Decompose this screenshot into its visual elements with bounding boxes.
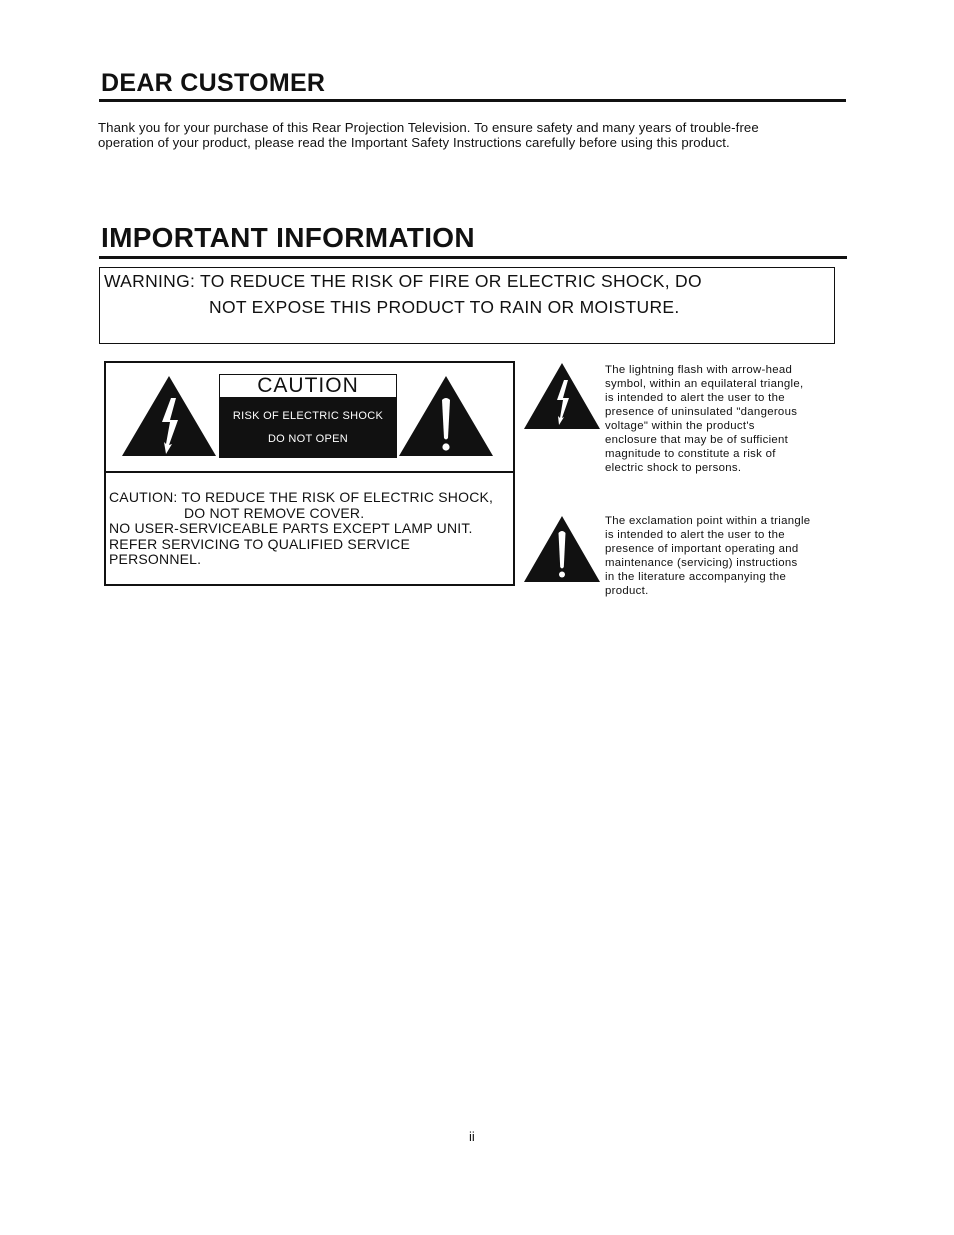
description-line: enclosure that may be of sufficient bbox=[605, 434, 789, 446]
caution-text-line: REFER SERVICING TO QUALIFIED SERVICE bbox=[109, 535, 411, 552]
description-line: in the literature accompanying the bbox=[605, 571, 787, 583]
intro-line: Thank you for your purchase of this Rear Projection Television. To ensure safety and many years of trouble-free bbox=[98, 120, 759, 135]
caution-text-line: DO NOT REMOVE COVER. bbox=[184, 504, 365, 521]
warning-line: NOT EXPOSE THIS PRODUCT TO RAIN OR MOISTURE. bbox=[209, 297, 680, 317]
exclamation-triangle-icon bbox=[397, 374, 495, 458]
description-line: presence of important operating and bbox=[605, 543, 799, 555]
description-line: product. bbox=[605, 585, 649, 597]
caution-text-line: CAUTION: TO REDUCE THE RISK OF ELECTRIC SHOCK, bbox=[109, 489, 494, 505]
description-line: electric shock to persons. bbox=[605, 462, 742, 474]
caution-text-line: NO USER-SERVICEABLE PARTS EXCEPT LAMP UNIT. bbox=[109, 520, 473, 537]
description-line: The exclamation point within a triangle bbox=[605, 515, 811, 527]
description-line: is intended to alert the user to the bbox=[605, 529, 785, 541]
dear-customer-text bbox=[98, 120, 858, 150]
exclamation-description bbox=[605, 514, 810, 598]
important-information-heading: IMPORTANT INFORMATION bbox=[101, 222, 475, 253]
intro-line: operation of your product, please read the Important Safety Instructions carefully before using this product. bbox=[98, 135, 730, 150]
dear-customer-rule bbox=[99, 99, 846, 102]
exclamation-triangle-icon bbox=[523, 515, 601, 583]
description-line: The lightning flash with arrow-head bbox=[605, 364, 793, 376]
caution-do-not-open: DO NOT OPEN bbox=[267, 433, 349, 445]
caution-risk-text: RISK OF ELECTRIC SHOCK bbox=[232, 410, 384, 422]
page-number: ii bbox=[469, 1129, 475, 1144]
lightning-triangle-icon bbox=[523, 362, 601, 430]
description-line: symbol, within an equilateral triangle, bbox=[605, 378, 804, 390]
caution-title: CAUTION bbox=[220, 375, 396, 397]
caution-label bbox=[219, 374, 397, 458]
description-line: is intended to alert the user to the bbox=[605, 392, 785, 404]
description-line: maintenance (servicing) instructions bbox=[605, 557, 798, 569]
caution-text bbox=[109, 490, 493, 568]
lightning-triangle-icon bbox=[120, 374, 218, 458]
description-line: voltage" within the product's bbox=[605, 420, 755, 432]
warning-line: WARNING: TO REDUCE THE RISK OF FIRE OR ELECTRIC SHOCK, DO bbox=[104, 271, 702, 291]
lightning-description bbox=[605, 363, 803, 475]
description-line: presence of uninsulated "dangerous bbox=[605, 406, 798, 418]
description-line: magnitude to constitute a risk of bbox=[605, 448, 776, 460]
caution-text-line: PERSONNEL. bbox=[109, 551, 202, 568]
important-information-rule bbox=[99, 256, 847, 259]
dear-customer-heading: DEAR CUSTOMER bbox=[101, 69, 326, 97]
